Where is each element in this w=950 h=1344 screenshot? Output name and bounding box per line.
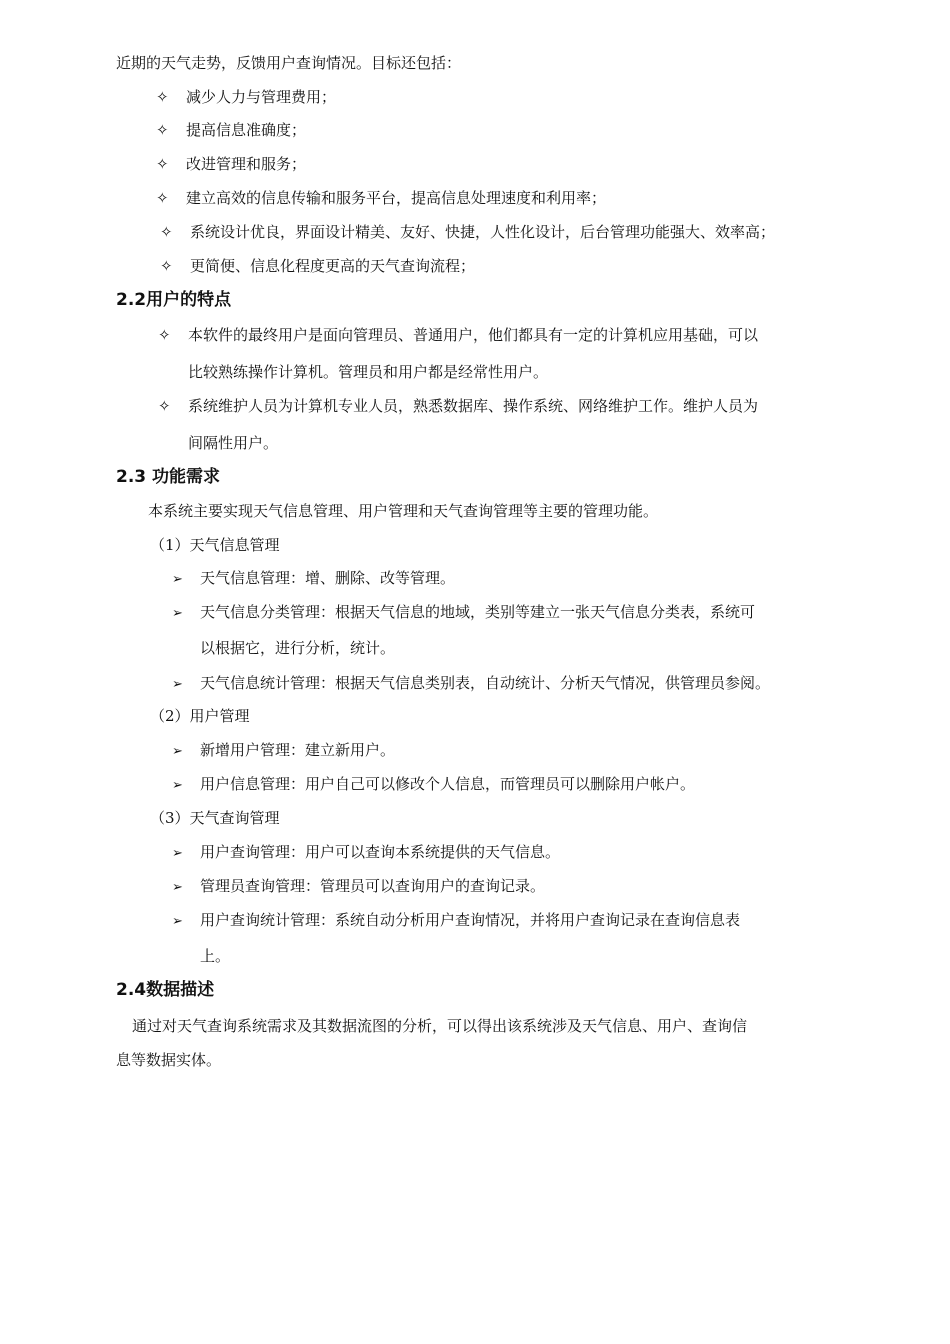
goal-item — [156, 154, 306, 174]
goal-item — [156, 87, 336, 107]
diamond-bullet-icon: ✧ — [158, 397, 171, 415]
requirement-text: 用户信息管理：用户自己可以修改个人信息，而管理员可以删除用户帐户。 — [200, 775, 696, 793]
arrow-bullet-icon: ➢ — [172, 880, 183, 895]
requirement-item — [172, 910, 740, 932]
subsection-title: （1）天气信息管理 — [150, 536, 280, 554]
requirement-text: 天气信息分类管理：根据天气信息的地域，类别等建立一张天气信息分类表，系统可 — [200, 603, 756, 621]
requirement-text: 管理员查询管理：管理员可以查询用户的查询记录。 — [200, 877, 546, 895]
user-trait-text: 系统维护人员为计算机专业人员，熟悉数据库、操作系统、网络维护工作。维护人员为 — [188, 397, 759, 415]
diamond-bullet-icon: ✧ — [160, 257, 173, 275]
section-heading-2-4: 2.4数据描述 — [116, 980, 215, 1000]
user-trait-item — [158, 325, 758, 345]
requirement-item — [172, 568, 455, 590]
section-heading-2-2: 2.2用户的特点 — [116, 290, 232, 310]
goal-text: 减少人力与管理费用； — [186, 88, 337, 106]
goal-item — [156, 120, 306, 140]
subsection-title: （2）用户管理 — [150, 707, 250, 725]
goal-text: 改进管理和服务； — [186, 155, 307, 173]
requirement-item — [172, 673, 770, 695]
diamond-bullet-icon: ✧ — [156, 121, 169, 139]
requirement-text: 用户查询管理：用户可以查询本系统提供的天气信息。 — [200, 843, 561, 861]
requirement-text: 新增用户管理：建立新用户。 — [200, 741, 396, 759]
requirement-text: 天气信息统计管理：根据天气信息类别表，自动统计、分析天气情况，供管理员参阅。 — [200, 674, 771, 692]
diamond-bullet-icon: ✧ — [156, 155, 169, 173]
intro-line: 近期的天气走势，反馈用户查询情况。目标还包括： — [116, 54, 462, 72]
requirement-item — [172, 602, 755, 624]
subsection-title: （3）天气查询管理 — [150, 809, 280, 827]
arrow-bullet-icon: ➢ — [172, 744, 183, 759]
requirement-text: 用户查询统计管理：系统自动分析用户查询情况，并将用户查询记录在查询信息表 — [200, 911, 741, 929]
requirement-item — [172, 740, 395, 762]
goal-text: 建立高效的信息传输和服务平台，提高信息处理速度和利用率； — [186, 189, 607, 207]
requirement-item — [172, 876, 545, 898]
data-description-line: 通过对天气查询系统需求及其数据流图的分析，可以得出该系统涉及天气信息、用户、查询信 — [132, 1017, 748, 1035]
arrow-bullet-icon: ➢ — [172, 606, 183, 621]
goal-text: 系统设计优良，界面设计精美、友好、快捷，人性化设计，后台管理功能强大、效率高； — [190, 223, 776, 241]
arrow-bullet-icon: ➢ — [172, 914, 183, 929]
arrow-bullet-icon: ➢ — [172, 572, 183, 587]
diamond-bullet-icon: ✧ — [158, 326, 171, 344]
goal-item — [160, 222, 775, 242]
diamond-bullet-icon: ✧ — [160, 223, 173, 241]
requirement-continuation: 以根据它，进行分析，统计。 — [200, 639, 396, 657]
arrow-bullet-icon: ➢ — [172, 677, 183, 692]
diamond-bullet-icon: ✧ — [156, 88, 169, 106]
goal-item — [160, 256, 475, 276]
user-trait-text: 本软件的最终用户是面向管理员、普通用户，他们都具有一定的计算机应用基础，可以 — [188, 326, 759, 344]
user-trait-continuation: 比较熟练操作计算机。管理员和用户都是经常性用户。 — [188, 363, 549, 381]
goal-text: 更简便、信息化程度更高的天气查询流程； — [190, 257, 476, 275]
arrow-bullet-icon: ➢ — [172, 778, 183, 793]
diamond-bullet-icon: ✧ — [156, 189, 169, 207]
data-description-line: 息等数据实体。 — [116, 1051, 222, 1069]
user-trait-item — [158, 396, 758, 416]
goal-text: 提高信息准确度； — [186, 121, 307, 139]
requirement-item — [172, 842, 560, 864]
requirement-text: 天气信息管理：增、删除、改等管理。 — [200, 569, 456, 587]
arrow-bullet-icon: ➢ — [172, 846, 183, 861]
user-trait-continuation: 间隔性用户。 — [188, 434, 279, 452]
goal-item — [156, 188, 606, 208]
section-2-3-intro: 本系统主要实现天气信息管理、用户管理和天气查询管理等主要的管理功能。 — [148, 502, 659, 520]
requirement-item — [172, 774, 695, 796]
section-heading-2-3: 2.3 功能需求 — [116, 467, 221, 487]
requirement-continuation: 上。 — [200, 947, 231, 965]
